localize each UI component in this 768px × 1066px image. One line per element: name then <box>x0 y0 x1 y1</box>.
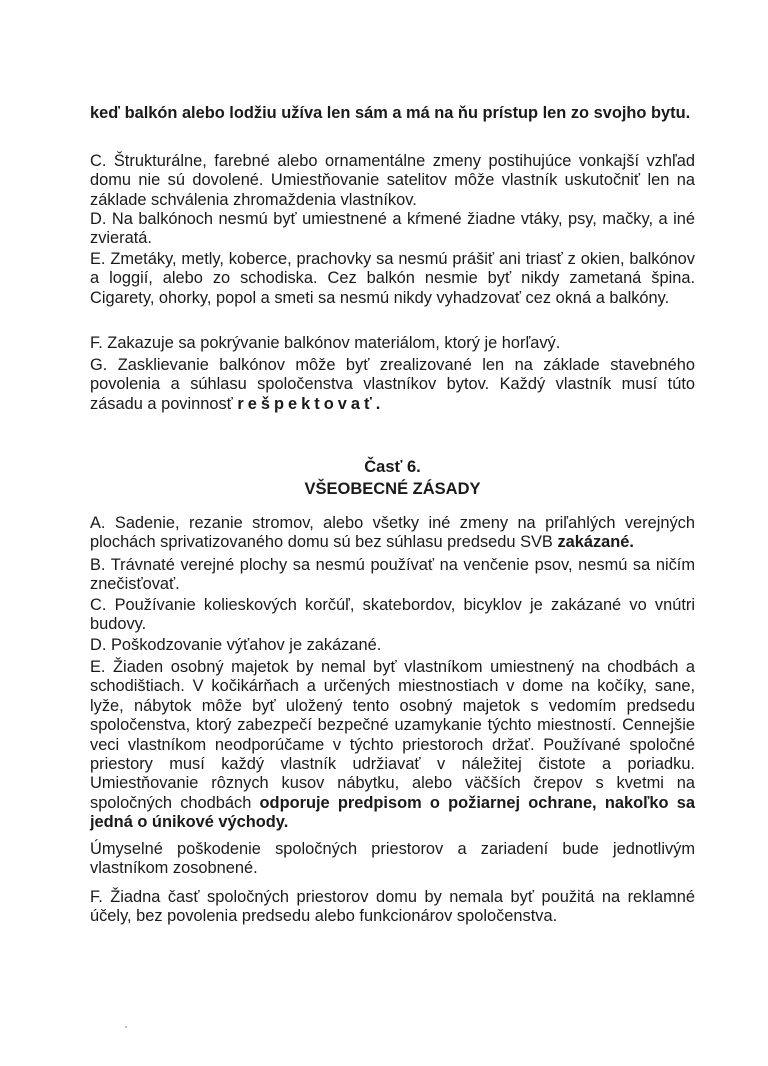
section-title: VŠEOBECNÉ ZÁSADY <box>304 480 481 498</box>
rule-g-text: G. Zasklievanie balkónov môže byť zrealizované len na základe stavebného povolenia a súhlasu spoločenstva vlastníkov bytov. Každý vlastník musí túto zásadu a povinnosť <box>90 356 695 413</box>
rule-f: F. Zakazuje sa pokrývanie balkónov materiálom, ktorý je horľavý. <box>90 334 561 352</box>
rule-d: D. Na balkónoch nesmú byť umiestnené a kŕmené žiadne vtáky, psy, mačky, a iné zvieratá. <box>90 210 695 248</box>
rule-g-emphasis: rešpektovať. <box>237 394 385 413</box>
rule-e: E. Zmetáky, metly, koberce, prachovky sa nesmú prášiť ani triasť z okien, balkónov a loggií, alebo zo schodiska. Cez balkón nesmie byť nikdy zametaná špina. Cigarety, ohorky, popol a smeti sa nesmú nikdy vyhadzovať cez okná a balkóny. <box>90 250 695 307</box>
general-rule-a-bold: zakázané. <box>557 533 634 552</box>
general-rule-c: C. Používanie kolieskových korčúľ, skatebordov, bicyklov je zakázané vo vnútri budovy. <box>90 596 695 634</box>
general-rule-b: B. Trávnaté verejné plochy sa nesmú používať na venčenie psov, nesmú sa ničím znečisťovať. <box>90 556 695 594</box>
general-rule-a-text: A. Sadenie, rezanie stromov, alebo všetky iné zmeny na priľahlých verejných plochách sprivatizovaného domu sú bez súhlasu predsedu SVB <box>90 514 695 552</box>
rule-c: C. Štrukturálne, farebné alebo ornamentálne zmeny postihujúce vonkajší vzhľad domu nie sú dovolené. Umiestňovanie satelitov môže vlastník uskutočniť len na základe schválenia zhromaždenia vlastníkov. <box>90 152 695 209</box>
general-rule-e-extra: Úmyselné poškodenie spoločných priestorov a zariadení bude jednotlivým vlastníkom zosobnené. <box>90 840 695 878</box>
scan-speck <box>125 1026 127 1028</box>
section-part-label: Časť 6. <box>364 458 421 476</box>
general-rule-a <box>90 514 695 553</box>
general-rule-f: F. Žiadna časť spoločných priestorov domu by nemala byť použitá na reklamné účely, bez povolenia predsedu alebo funkcionárov spoločenstva. <box>90 888 695 926</box>
general-rule-d: D. Poškodzovanie výťahov je zakázané. <box>90 636 382 654</box>
intro-bold-text: keď balkón alebo lodžiu užíva len sám a má na ňu prístup len zo svojho bytu. <box>90 104 691 122</box>
general-rule-e <box>90 658 695 833</box>
rule-g <box>90 356 695 414</box>
intro-paragraph <box>90 104 695 123</box>
general-rule-e-text: E. Žiaden osobný majetok by nemal byť vlastníkom umiestnený na chodbách a schodištiach. V kočikárňach a určených miestnostiach v dome na kočíky, sane, lyže, nábytok môže byť uložený tento osobný majetok s vedomím predsedu spoločenstva, ktorý zabezpečí bezpečné uzamykanie týchto miestností. Cennejšie veci vlastníkom neodporúčame v týchto priestoroch držať. Používané spoločné priestory musí každý vlastník udržiavať v náležitej čistote a poriadku. Umiestňovanie rôznych kusov nábytku, alebo väčších črepov s kvetmi na spoločných chodbách <box>90 658 695 812</box>
general-rule-e-bold: odporuje predpisom o požiarnej ochrane, nakoľko sa jedná o únikové východy. <box>90 793 695 832</box>
